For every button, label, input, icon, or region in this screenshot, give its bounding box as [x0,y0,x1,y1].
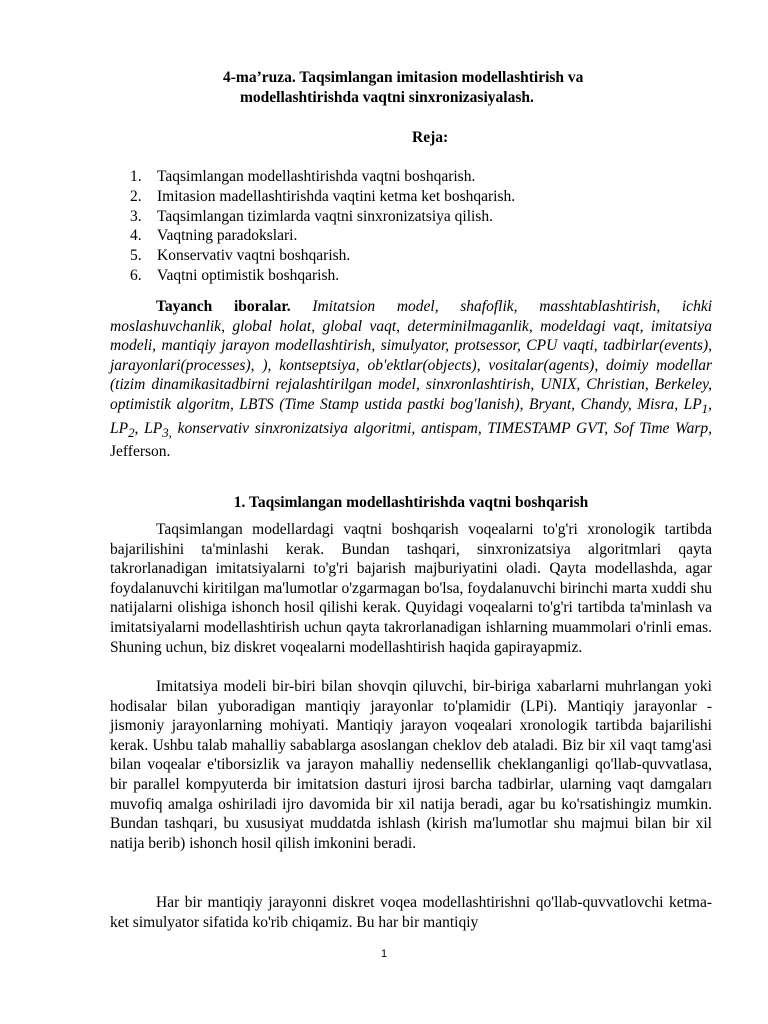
plan-item-text: Taqsimlangan modellashtirishda vaqtni boshqarish. [157,168,476,185]
keywords-paragraph [110,297,712,462]
keywords-text-4: konservativ sinxronizatsiya algoritmi, antispam, TIMESTAMP GVT, Sof Time Warp, [171,419,713,437]
keywords-text-2: , LP [110,395,712,437]
plan-item-number: 6. [130,266,142,284]
plan-item-number: 4. [130,227,142,245]
plan-item-number: 5. [130,247,142,265]
plan-item [130,167,515,187]
section-heading: 1. Taqsimlangan modellashtirishda vaqtni boshqarish [233,494,589,511]
body-paragraph-1: Taqsimlangan modellardagi vaqtni boshqarish voqealarni to'g'ri xronologik tartibda bajarilishini ta'minlashi kerak. Bundan tashqari, sinxronizatsiya algoritmlari qayta takrorlanadigan imitatsiyalarni to'g'ri bajarish majburiyatini oladi. Qayta modellashda, agar foydalanuvchi kiritilgan ma'lumotlar o'zgarmagan bo'lsa, foydalanuvchi birinchi marta xuddi shu natijalarni olishiga ishonch hosil qilishi kerak. Quyidagi voqealarni to'g'ri tartibda ta'minlash va imitatsiyalarni modellashtirish uchun qayta takrorlanadigan ishlarning muammolari o'rinli emas. Shuning uchun, biz diskret voqealarni modellashtirish haqida gapirayapmiz. [110,521,712,656]
lecture-title-line-1: 4-ma’ruza. Taqsimlangan imitasion modellashtirish va [223,69,584,86]
plan-item-number: 3. [130,207,142,225]
body-paragraph-2: Imitatsiya modeli bir-biri bilan shovqin qiluvchi, bir-biriga xabarlarni muhrlangan yoki hodisalar bilan yuboradigan mantiqiy jarayonlar to'plamidir (LPi). Mantiqiy jarayonlar - jismoniy jarayonlarning mohiyati. Mantiqiy jarayon voqealari xronologik tartibda bajarilishi kerak. Ushbu talab mahalliy sabablarga asoslangan cheklov deb ataladi. Biz bir xil vaqt tamg'asi bilan voqealar e'tiborsizlik va jarayon mahalliy nedensellik cheklanganligi qo'llab-quvvatlasa, bir parallel kompyuterda bir imitatsion dasturi ijrosi barcha tadbirlar, ularning vaqt damgaları muvofiq amalga oshiriladi ijro davomida bir xil natija beradi, agar bu ko'rsatishingiz mumkin. Bundan tashqari, bu xususiyat muddatda ishlash (kirish ma'lumotlar shu majmui bilan bir xil natija berib) ishonch hosil qilish imkonini beradi. [110,678,712,852]
plan-item-number: 2. [130,187,142,205]
page-number: 1 [380,948,388,960]
keywords-tail: Jefferson. [110,443,171,461]
plan-item-text: Vaqtni optimistik boshqarish. [157,266,340,284]
plan-item-text: Imitasion madellashtirishda vaqtini ketma ket boshqarish. [157,187,516,205]
plan-item [130,187,515,207]
lecture-title [223,68,663,108]
keywords-subscript-3: 3, [162,424,172,440]
keywords-text-1: Imitatsion model, shafoflik, masshtablashtirish, ichki moslashuvchanlik, global holat, global vaqt, determinilmaganlik, modeldagi vaqt, imitatsiya modeli, mantiqiy jarayon modellashtirish, simulyator, protsessor, CPU vaqti, tadbirlar(events), jarayonlari(processes), ), kontseptsiya, ob'ektlar(objects), vositalar(agents), doimiy modellar (tizim dinamikasitadbirni rejalashtirilgan model, sinxronlashtirish, UNIX, Christian, Berkeley, optimistik algoritm, LBTS (Time Stamp ustida pastki bog'lanish), Bryant, Chandy, Misra, LP [110,298,713,413]
plan-item-text: Taqsimlangan tizimlarda vaqtni sinxronizatsiya qilish. [157,207,493,225]
plan-item [130,226,515,246]
keywords-subscript-2: 2 [128,424,135,440]
plan-item [130,266,515,286]
body-paragraph-3: Har bir mantiqiy jarayonni diskret voqea modellashtirishni qo'llab-quvvatlovchi ketma-ket simulyator sifatida ko'rib chiqamiz. Bu har bir mantiqiy [110,894,712,931]
plan-list [130,167,515,286]
plan-item-text: Konservativ vaqtni boshqarish. [157,247,351,265]
keywords-subscript-1: 1 [701,401,709,417]
lecture-title-line-2: modellashtirishda vaqtni sinxronizasiyalash. [240,89,534,106]
plan-item-number: 1. [130,168,142,185]
keywords-label: Tayanch iboralar. [156,298,291,315]
keywords-text-3: , LP [134,419,163,437]
plan-item [130,207,515,227]
plan-item-text: Vaqtning paradokslari. [157,227,298,245]
plan-heading: Reja: [412,129,449,146]
plan-item [130,246,515,266]
